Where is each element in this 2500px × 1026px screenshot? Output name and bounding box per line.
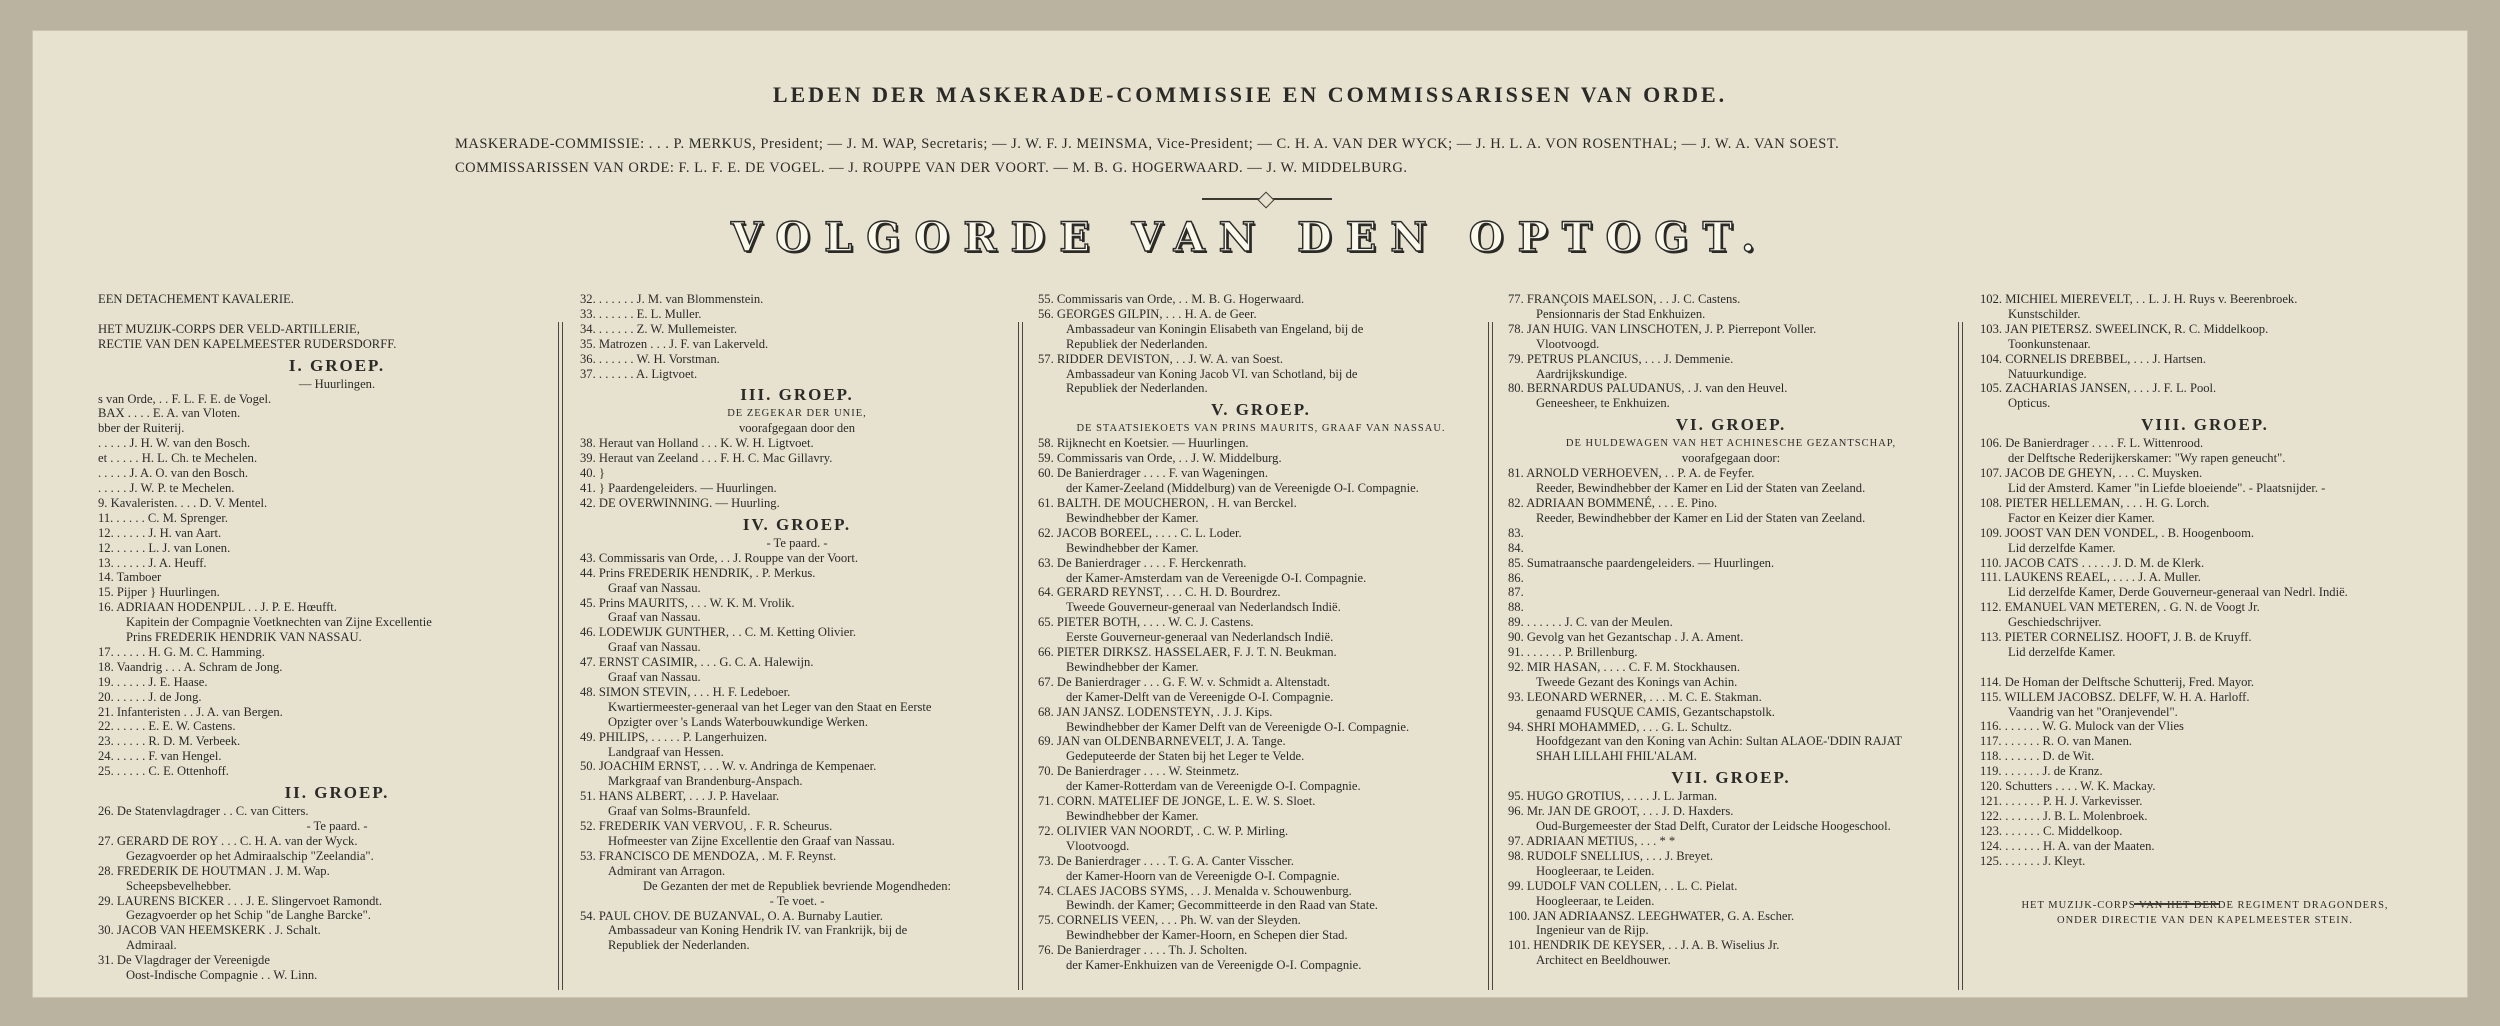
column-2: [580, 292, 1014, 992]
procession-entry: 80. BERNARDUS PALUDANUS, . J. van den Heuvel.: [1508, 381, 1788, 396]
procession-entry: Gezagvoerder op het Schip "de Langhe Barcke".: [126, 908, 371, 923]
procession-entry: 63. De Banierdrager . . . . F. Herckenrath.: [1038, 555, 1247, 570]
procession-entry: et . . . . . H. L. Ch. te Mechelen.: [98, 451, 258, 466]
procession-entry: 88.: [1508, 600, 1524, 615]
group-heading: VIII. GROEP.: [2141, 415, 2269, 435]
procession-entry: 91. . . . . . . P. Brillenburg.: [1508, 645, 1638, 660]
procession-entry: Lid derzelfde Kamer.: [2008, 644, 2116, 659]
procession-entry: 40. }: [580, 466, 605, 481]
procession-entry: 110. JACOB CATS . . . . . J. D. M. de Klerk.: [1980, 555, 2205, 570]
procession-entry: 24. . . . . . F. van Hengel.: [98, 749, 222, 764]
procession-entry: Hoogleeraar, te Leiden.: [1536, 863, 1655, 878]
procession-entry: Opticus.: [2008, 396, 2051, 411]
procession-entry: 115. WILLEM JACOBSZ. DELFF, W. H. A. Harloff.: [1980, 689, 2250, 704]
procession-entry: BAX . . . . E. A. van Vloten.: [98, 406, 241, 421]
procession-entry: bber der Ruiterij.: [98, 421, 185, 436]
procession-entry: 75. CORNELIS VEEN, . . . Ph. W. van der Sleyden.: [1038, 913, 1301, 928]
procession-entry: Hofmeester van Zijne Excellentie den Graaf van Nassau.: [608, 834, 895, 848]
column-divider: [556, 322, 566, 990]
procession-entry: 106. De Banierdrager . . . . F. L. Wittenrood.: [1980, 436, 2204, 451]
procession-entry: DE STAATSIEKOETS VAN PRINS MAURITS, GRAAF VAN NASSAU.: [1076, 423, 1446, 435]
procession-entry: 27. GERARD DE ROY . . . C. H. A. van der Wyck.: [98, 833, 358, 848]
procession-entry: 118. . . . . . . D. de Wit.: [1980, 749, 2095, 764]
procession-entry: der Kamer-Rotterdam van de Vereenigde O-I. Compagnie.: [1066, 779, 1361, 794]
procession-entry: 101. HENDRIK DE KEYSER, . . J. A. B. Wiselius Jr.: [1508, 938, 1780, 953]
procession-entry: 83.: [1508, 525, 1524, 540]
procession-entry: 99. LUDOLF VAN COLLEN, . . L. C. Pielat.: [1508, 878, 1738, 893]
procession-entry: 37. . . . . . . A. Ligtvoet.: [580, 366, 698, 381]
procession-entry: 22. . . . . . E. E. W. Castens.: [98, 719, 236, 734]
procession-entry: Bewindhebber der Kamer Delft van de Vereenigde O-I. Compagnie.: [1066, 719, 1410, 734]
procession-entry: - Te voet. -: [769, 893, 825, 908]
procession-entry: Republiek der Nederlanden.: [1066, 336, 1208, 351]
procession-entry: 50. JOACHIM ERNST, . . . W. v. Andringa de Kempenaer.: [580, 759, 877, 774]
procession-entry: der Kamer-Amsterdam van de Vereenigde O-I. Compagnie.: [1066, 570, 1367, 585]
procession-entry: 93. LEONARD WERNER, . . . M. C. E. Stakman.: [1508, 689, 1762, 704]
procession-entry: [1980, 869, 2430, 884]
procession-entry: 48. SIMON STEVIN, . . . H. F. Ledeboer.: [580, 684, 791, 699]
procession-entry: 125. . . . . . . J. Kleyt.: [1980, 853, 2086, 868]
procession-entry: Geschiedschrijver.: [2008, 615, 2102, 630]
procession-entry: Natuurkundige.: [2008, 366, 2087, 381]
group-heading: II. GROEP.: [284, 783, 390, 803]
procession-entry: Scheepsbevelhebber.: [126, 878, 232, 893]
procession-entry: 54. PAUL CHOV. DE BUZANVAL, O. A. Burnaby Lautier.: [580, 908, 883, 923]
procession-entry: 44. Prins FREDERIK HENDRIK, . P. Merkus.: [580, 565, 816, 580]
procession-entry: Admirant van Arragon.: [608, 863, 726, 878]
group-heading: I. GROEP.: [288, 355, 386, 375]
procession-entry: 45. Prins MAURITS, . . . W. K. M. Vrolik.: [580, 595, 795, 610]
procession-entry: 96. Mr. JAN DE GROOT, . . . J. D. Haxders.: [1508, 804, 1734, 819]
procession-entry: 56. GEORGES GILPIN, . . . H. A. de Geer.: [1038, 306, 1257, 321]
procession-entry: 39. Heraut van Zeeland . . . F. H. C. Mac Gillavry.: [580, 451, 833, 466]
procession-entry: 71. CORN. MATELIEF DE JONGE, L. E. W. S. Sloet.: [1038, 794, 1316, 809]
procession-entry: 79. PETRUS PLANCIUS, . . . J. Demmenie.: [1508, 351, 1734, 366]
procession-entry: 32. . . . . . . J. M. van Blommenstein.: [580, 292, 764, 306]
procession-entry: 82. ADRIAAN BOMMENÉ, . . . E. Pino.: [1508, 495, 1718, 510]
procession-entry: Tweede Gouverneur-generaal van Nederlandsch Indië.: [1066, 600, 1341, 615]
column-5: [1980, 292, 2430, 992]
column-1: [98, 292, 576, 992]
procession-entry: Gezagvoerder op het Admiraalschip "Zeelandia".: [126, 848, 374, 863]
procession-entry: 65. PIETER BOTH, . . . . W. C. J. Castens.: [1038, 615, 1254, 630]
procession-entry: Lid der Amsterd. Kamer "in Liefde bloeiende". - Plaatsnijder. -: [2008, 480, 2326, 495]
procession-entry: Kwartiermeester-generaal van het Leger van den Staat en Eerste: [608, 699, 932, 714]
procession-entry: Bewindhebber der Kamer.: [1066, 659, 1199, 674]
procession-entry: 14. Tamboer: [98, 570, 162, 585]
procession-entry: Bewindhebber der Kamer.: [1066, 540, 1199, 555]
procession-entry: Graaf van Nassau.: [608, 640, 701, 655]
procession-entry: [1980, 660, 2430, 675]
procession-entry: 41. } Paardengeleiders. — Huurlingen.: [580, 481, 777, 496]
procession-entry: 112. EMANUEL VAN METEREN, . G. N. de Voogt Jr.: [1980, 600, 2260, 615]
procession-entry: — Huurlingen.: [298, 376, 376, 391]
procession-entry: 64. GERARD REYNST, . . . C. H. D. Bourdrez.: [1038, 585, 1281, 600]
procession-entry: [98, 307, 576, 322]
procession-entry: 46. LODEWIJK GUNTHER, . . C. M. Ketting Olivier.: [580, 625, 856, 640]
procession-entry: 60. De Banierdrager . . . . F. van Wageningen.: [1038, 466, 1268, 481]
group-heading: VI. GROEP.: [1675, 415, 1787, 435]
procession-entry: 34. . . . . . . Z. W. Mullemeister.: [580, 321, 738, 336]
procession-entry: Pensionnaris der Stad Enkhuizen.: [1536, 306, 1706, 321]
procession-entry: 15. Pijper } Huurlingen.: [98, 585, 220, 600]
procession-entry: Reeder, Bewindhebber der Kamer en Lid der Staten van Zeeland.: [1536, 481, 1866, 496]
procession-entry: Reeder, Bewindhebber der Kamer en Lid der Staten van Zeeland.: [1536, 510, 1866, 525]
commissarissen-members: F. L. F. E. DE VOGEL. — J. ROUPPE VAN DER VOORT. — M. B. G. HOGERWAARD. — J. W. MIDDELBURG.: [678, 160, 1408, 176]
procession-entry: 85. Sumatraansche paardengeleiders. — Huurlingen.: [1508, 555, 1775, 570]
procession-entry: 55. Commissaris van Orde, . . M. B. G. Hogerwaard.: [1038, 292, 1305, 306]
procession-entry: Kunstschilder.: [2008, 306, 2081, 321]
procession-entry: 43. Commissaris van Orde, . . J. Rouppe van der Voort.: [580, 550, 858, 565]
procession-entry: 89. . . . . . . J. C. van der Meulen.: [1508, 615, 1673, 630]
program-sheet: [32, 30, 2468, 998]
procession-entry: der Kamer-Hoorn van de Vereenigde O-I. Compagnie.: [1066, 868, 1340, 883]
procession-entry: Bewindhebber der Kamer.: [1066, 809, 1199, 823]
procession-entry: 102. MICHIEL MIEREVELT, . . L. J. H. Ruys v. Beerenbroek.: [1980, 292, 2298, 306]
procession-entry: 117. . . . . . . R. O. van Manen.: [1980, 734, 2133, 749]
procession-entry: 31. De Vlagdrager der Vereenigde: [98, 953, 270, 968]
procession-entry: Hoogleeraar, te Leiden.: [1536, 893, 1655, 908]
procession-entry: 94. SHRI MOHAMMED, . . . G. L. Schultz.: [1508, 719, 1732, 734]
group-heading: IV. GROEP.: [742, 514, 852, 534]
ornament-divider: [1202, 198, 1332, 200]
procession-entry: 66. PIETER DIRKSZ. HASSELAER, F. J. T. N. Beukman.: [1038, 645, 1337, 660]
procession-entry: De Gezanten der met de Republiek bevriende Mogendheden:: [642, 878, 952, 893]
procession-entry: 25. . . . . . C. E. Ottenhoff.: [98, 764, 229, 779]
procession-entry: 111. LAUKENS REAEL, . . . . J. A. Muller.: [1980, 570, 2201, 585]
procession-entry: 124. . . . . . . H. A. van der Maaten.: [1980, 838, 2155, 853]
procession-entry: Graaf van Nassau.: [608, 580, 701, 595]
procession-entry: Factor en Keizer dier Kamer.: [2008, 510, 2155, 525]
procession-entry: 113. PIETER CORNELISZ. HOOFT, J. B. de Kruyff.: [1980, 630, 2252, 645]
procession-entry: 86.: [1508, 570, 1524, 585]
group-heading: V. GROEP.: [1211, 400, 1311, 420]
procession-entry: 28. FREDERIK DE HOUTMAN . J. M. Wap.: [98, 863, 330, 878]
column-divider: [1016, 322, 1026, 990]
procession-entry: 76. De Banierdrager . . . . Th. J. Scholten.: [1038, 943, 1248, 958]
procession-entry: Bewindhebber der Kamer.: [1066, 510, 1199, 525]
procession-entry: 61. BALTH. DE MOUCHERON, . H. van Berckel.: [1038, 495, 1297, 510]
procession-entry: 35. Matrozen . . . J. F. van Lakerveld.: [580, 336, 769, 351]
procession-entry: - Te paard. -: [766, 535, 828, 550]
procession-entry: Aardrijkskundige.: [1536, 366, 1628, 381]
page-title: LEDEN DER MASKERADE-COMMISSIE EN COMMISSARISSEN VAN ORDE.: [772, 82, 1728, 107]
procession-entry: Geneesheer, te Enkhuizen.: [1536, 396, 1670, 411]
commissarissen-line: [455, 160, 2075, 177]
group-heading: VII. GROEP.: [1671, 768, 1791, 788]
procession-entry: 18. Vaandrig . . . A. Schram de Jong.: [98, 659, 283, 674]
procession-entry: 11. . . . . . C. M. Sprenger.: [98, 510, 229, 525]
procession-entry: 9. Kavaleristen. . . . D. V. Mentel.: [98, 495, 268, 510]
procession-entry: 116. . . . . . . W. G. Mulock van der Vlies: [1980, 719, 2184, 734]
procession-entry: Landgraaf van Hessen.: [608, 744, 724, 759]
procession-entry: der Delftsche Rederijkerskamer: "Wy rapen geneucht".: [2008, 451, 2286, 466]
procession-entry: 120. Schutters . . . . W. K. Mackay.: [1980, 779, 2156, 794]
procession-entry: 78. JAN HUIG. VAN LINSCHOTEN, J. P. Pierrepont Voller.: [1508, 321, 1817, 336]
procession-entry: 107. JACOB DE GHEYN, . . . C. Muysken.: [1980, 466, 2203, 481]
procession-entry: 17. . . . . . H. G. M. C. Hamming.: [98, 644, 265, 659]
procession-entry: 12. . . . . . J. H. van Aart.: [98, 525, 222, 540]
procession-entry: der Kamer-Enkhuizen van de Vereenigde O-I. Compagnie.: [1066, 958, 1362, 973]
procession-entry: . . . . . J. A. O. van den Bosch.: [98, 466, 249, 481]
procession-entry: 29. LAURENS BICKER . . . J. E. Slingervoet Ramondt.: [98, 893, 383, 908]
procession-entry: Ingenieur van de Rijp.: [1536, 923, 1649, 938]
procession-entry: 77. FRANÇOIS MAELSON, . . J. C. Castens.: [1508, 292, 1741, 306]
procession-entry: 52. FREDERIK VAN VERVOU, . F. R. Scheurus.: [580, 819, 833, 834]
commissie-label: MASKERADE-COMMISSIE:: [455, 136, 645, 152]
commissarissen-label: COMMISSARISSEN VAN ORDE:: [455, 160, 675, 176]
column-3: [1038, 292, 1484, 992]
commissie-line: [455, 136, 2075, 153]
procession-entry: DE ZEGEKAR DER UNIE,: [727, 408, 867, 420]
procession-entry: DE HULDEWAGEN VAN HET ACHINESCHE GEZANTSCHAP,: [1565, 438, 1897, 450]
procession-entry: 73. De Banierdrager . . . . T. G. A. Canter Visscher.: [1038, 853, 1294, 868]
procession-entry: 51. HANS ALBERT, . . . J. P. Havelaar.: [580, 789, 780, 804]
procession-entry: 70. De Banierdrager . . . . W. Steinmetz.: [1038, 764, 1240, 779]
procession-entry: Bewindhebber der Kamer-Hoorn, en Schepen dier Stad.: [1066, 928, 1348, 943]
procession-entry: 67. De Banierdrager . . . G. F. W. v. Schmidt a. Altenstadt.: [1038, 674, 1330, 689]
procession-entry: Lid derzelfde Kamer.: [2008, 540, 2116, 555]
procession-entry: Graaf van Nassau.: [608, 670, 701, 685]
procession-title: VOLGORDE VAN DEN OPTOGT.: [731, 214, 1769, 261]
procession-entry: Prins FREDERIK HENDRIK VAN NASSAU.: [126, 630, 362, 645]
procession-entry: Opzigter over 's Lands Waterbouwkundige Werken.: [608, 714, 868, 729]
procession-entry: Graaf van Nassau.: [608, 610, 701, 625]
procession-entry: 21. Infanteristen . . J. A. van Bergen.: [98, 704, 283, 719]
procession-entry: 92. MIR HASAN, . . . . C. F. M. Stockhausen.: [1508, 659, 1740, 674]
procession-entry: 68. JAN JANSZ. LODENSTEYN, . J. J. Kips.: [1038, 704, 1273, 719]
procession-entry: 38. Heraut van Holland . . . K. W. H. Ligtvoet.: [580, 436, 814, 451]
procession-entry: voorafgegaan door:: [1681, 451, 1781, 466]
procession-entry: Oud-Burgemeester der Stad Delft, Curator der Leidsche Hoogeschool.: [1536, 819, 1891, 834]
column-divider: [1956, 322, 1966, 990]
procession-entry: EEN DETACHEMENT KAVALERIE.: [98, 292, 294, 306]
procession-entry: Tweede Gezant des Konings van Achin.: [1536, 674, 1738, 689]
procession-entry: 100. JAN ADRIAANSZ. LEEGHWATER, G. A. Escher.: [1508, 908, 1795, 923]
procession-entry: 104. CORNELIS DREBBEL, . . . J. Hartsen.: [1980, 351, 2206, 366]
procession-entry: 59. Commissaris van Orde, . . J. W. Middelburg.: [1038, 451, 1282, 466]
procession-entry: ONDER DIRECTIE VAN DEN KAPELMEESTER STEIN.: [2057, 915, 2353, 927]
procession-entry: 123. . . . . . . C. Middelkoop.: [1980, 823, 2123, 838]
procession-entry: [1980, 883, 2430, 898]
closing-rule: [2134, 903, 2220, 905]
group-heading: III. GROEP.: [740, 385, 854, 405]
procession-entry: Kapitein der Compagnie Voetknechten van Zijne Excellentie: [126, 615, 432, 630]
procession-entry: 98. RUDOLF SNELLIUS, . . . J. Breyet.: [1508, 848, 1713, 863]
procession-entry: 90. Gevolg van het Gezantschap . J. A. Ament.: [1508, 630, 1744, 645]
procession-entry: 95. HUGO GROTIUS, . . . . J. L. Jarman.: [1508, 789, 1718, 804]
procession-entry: Toonkunstenaar.: [2008, 336, 2091, 351]
procession-entry: 13. . . . . . J. A. Heuff.: [98, 555, 207, 570]
procession-entry: 103. JAN PIETERSZ. SWEELINCK, R. C. Middelkoop.: [1980, 321, 2269, 336]
procession-entry: voorafgegaan door den: [738, 421, 856, 436]
column-4: [1508, 292, 1954, 992]
procession-entry: - Te paard. -: [306, 819, 368, 833]
commissie-members: . . . P. MERKUS, President; — J. M. WAP, Secretaris; — J. W. F. J. MEINSMA, Vice-President; — C. H. A. VAN DER WYCK; — J. H. L. A. VON ROSENTHAL; — J. W. A. VAN SOEST.: [648, 136, 1840, 152]
procession-entry: 105. ZACHARIAS JANSEN, . . . J. F. L. Pool.: [1980, 381, 2217, 396]
procession-entry: Admiraal.: [126, 938, 177, 953]
procession-entry: Ambassadeur van Koning Hendrik IV. van Frankrijk, bij de: [608, 923, 908, 938]
procession-entry: der Kamer-Delft van de Vereenigde O-I. Compagnie.: [1066, 689, 1334, 704]
procession-entry: 42. DE OVERWINNING. — Huurling.: [580, 495, 780, 510]
procession-entry: HET MUZIJK-CORPS DER VELD-ARTILLERIE,: [98, 321, 360, 336]
procession-entry: 16. ADRIAAN HODENPIJL . . J. P. E. Hœufft.: [98, 600, 337, 615]
procession-entry: 36. . . . . . . W. H. Vorstman.: [580, 351, 720, 366]
procession-entry: Vlootvoogd.: [1536, 336, 1600, 351]
procession-entry: Graaf van Solms-Braunfeld.: [608, 804, 751, 819]
procession-entry: Republiek der Nederlanden.: [608, 938, 750, 953]
procession-entry: 20. . . . . . J. de Jong.: [98, 689, 202, 704]
procession-entry: 121. . . . . . . P. H. J. Varkevisser.: [1980, 794, 2143, 808]
procession-entry: 119. . . . . . . J. de Kranz.: [1980, 764, 2103, 779]
procession-entry: Republiek der Nederlanden.: [1066, 381, 1208, 396]
procession-entry: 109. JOOST VAN DEN VONDEL, . B. Hoogenboom.: [1980, 525, 2255, 540]
procession-entry: Oost-Indische Compagnie . . W. Linn.: [126, 968, 318, 983]
procession-entry: 49. PHILIPS, . . . . . P. Langerhuizen.: [580, 729, 768, 744]
procession-entry: 84.: [1508, 540, 1524, 555]
procession-entry: 108. PIETER HELLEMAN, . . . H. G. Lorch.: [1980, 495, 2210, 510]
procession-entry: 81. ARNOLD VERHOEVEN, . . P. A. de Feyfer.: [1508, 466, 1755, 481]
procession-entry: Eerste Gouverneur-generaal van Nederlandsch Indië.: [1066, 630, 1334, 645]
procession-entry: SHAH LILLAHI FHIL'ALAM.: [1536, 749, 1697, 764]
procession-entry: 33. . . . . . . E. L. Muller.: [580, 306, 702, 321]
procession-entry: Ambassadeur van Koningin Elisabeth van Engeland, bij de: [1066, 321, 1364, 336]
procession-entry: s van Orde, . . F. L. F. E. de Vogel.: [98, 391, 272, 406]
procession-entry: 74. CLAES JACOBS SYMS, . . J. Menalda v. Schouwenburg.: [1038, 883, 1352, 898]
procession-entry: der Kamer-Zeeland (Middelburg) van de Vereenigde O-I. Compagnie.: [1066, 481, 1419, 496]
procession-entry: 53. FRANCISCO DE MENDOZA, . M. F. Reynst.: [580, 848, 837, 863]
procession-entry: 30. JACOB VAN HEEMSKERK . J. Schalt.: [98, 923, 321, 938]
procession-entry: Hoofdgezant van den Koning van Achin: Sultan ALAOE-'DDIN RAJAT: [1536, 734, 1903, 749]
procession-entry: 62. JACOB BOREEL, . . . . C. L. Loder.: [1038, 525, 1242, 540]
procession-entry: Gedeputeerde der Staten bij het Leger te Velde.: [1066, 749, 1305, 764]
procession-entry: genaamd FUSQUE CAMIS, Gezantschapstolk.: [1536, 704, 1775, 719]
procession-entry: Ambassadeur van Koning Jacob VI. van Schotland, bij de: [1066, 366, 1358, 381]
procession-entry: 58. Rijknecht en Koetsier. — Huurlingen.: [1038, 436, 1249, 451]
procession-entry: Vlootvoogd.: [1066, 838, 1130, 853]
procession-entry: 23. . . . . . R. D. M. Verbeek.: [98, 734, 241, 749]
procession-entry: 19. . . . . . J. E. Haase.: [98, 674, 208, 689]
procession-entry: HET MUZIJK-CORPS VAN HET DERDE REGIMENT DRAGONDERS,: [2021, 900, 2389, 912]
procession-entry: 57. RIDDER DEVISTON, . . J. W. A. van Soest.: [1038, 351, 1284, 366]
procession-entry: 87.: [1508, 585, 1524, 600]
procession-entry: Markgraaf van Brandenburg-Anspach.: [608, 774, 803, 789]
procession-entry: Vaandrig van het "Oranjevendel".: [2008, 704, 2178, 719]
procession-entry: 72. OLIVIER VAN NOORDT, . C. W. P. Mirling.: [1038, 823, 1289, 838]
procession-entry: RECTIE VAN DEN KAPELMEESTER RUDERSDORFF.: [98, 336, 397, 351]
procession-entry: 12. . . . . . L. J. van Lonen.: [98, 540, 231, 555]
column-divider: [1486, 322, 1496, 990]
procession-entry: 69. JAN van OLDENBARNEVELT, J. A. Tange.: [1038, 734, 1286, 749]
procession-entry: . . . . . J. W. P. te Mechelen.: [98, 480, 235, 495]
procession-entry: Lid derzelfde Kamer, Derde Gouverneur-generaal van Nedrl. Indië.: [2008, 585, 2348, 600]
procession-entry: . . . . . J. H. W. van den Bosch.: [98, 436, 251, 451]
procession-entry: 47. ERNST CASIMIR, . . . G. C. A. Halewijn.: [580, 655, 814, 670]
procession-entry: Architect en Beeldhouwer.: [1536, 953, 1671, 968]
procession-entry: 26. De Statenvlagdrager . . C. van Citters.: [98, 804, 309, 819]
procession-entry: 122. . . . . . . J. B. L. Molenbroek.: [1980, 808, 2148, 823]
procession-entry: 114. De Homan der Delftsche Schutterij, Fred. Mayor.: [1980, 674, 2255, 689]
procession-entry: 97. ADRIAAN METIUS, . . . * *: [1508, 834, 1676, 848]
procession-entry: Bewindh. der Kamer; Gecommitteerde in den Raad van State.: [1066, 898, 1378, 913]
